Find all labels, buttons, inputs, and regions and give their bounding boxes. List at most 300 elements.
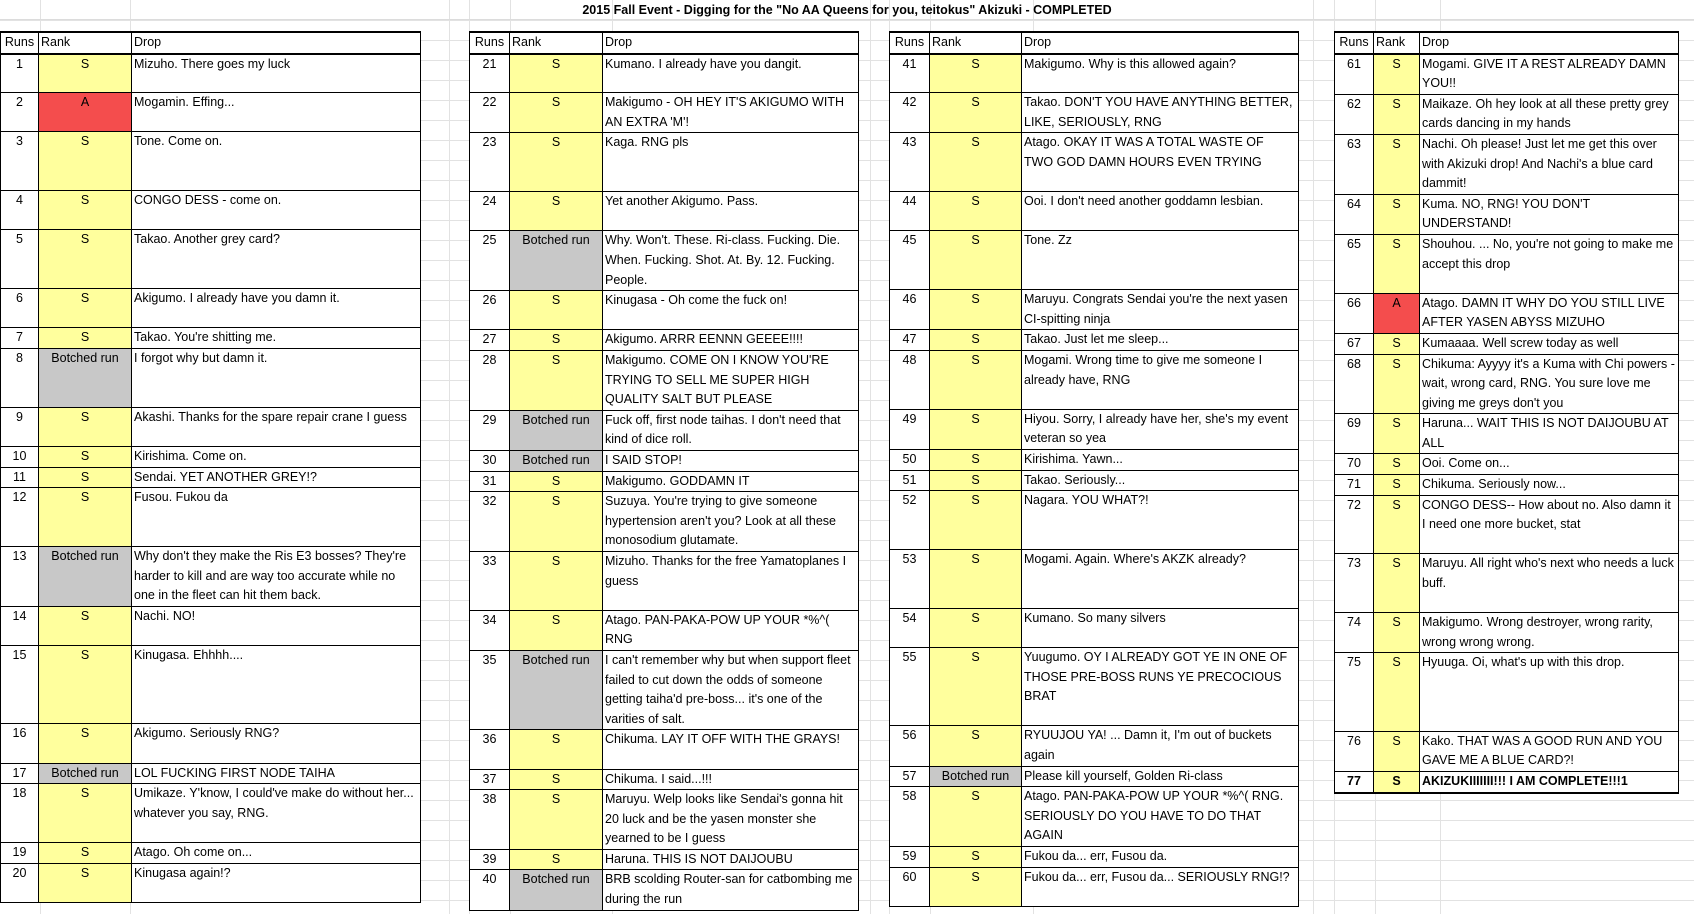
rank-cell: S	[1374, 613, 1420, 653]
run-number: 43	[890, 133, 930, 192]
rank-cell: Botched run	[39, 547, 132, 607]
drop-cell: Mogami. Again. Where's AKZK already?	[1022, 550, 1299, 609]
run-number: 69	[1335, 414, 1374, 454]
table-row	[1, 93, 421, 132]
run-number: 60	[890, 867, 930, 906]
drop-cell: Takao. You're shitting me.	[132, 328, 421, 349]
run-number: 14	[1, 606, 39, 645]
drop-cell: Atago. PAN-PAKA-POW UP YOUR *%^( RNG	[603, 610, 859, 650]
table-row	[1335, 731, 1679, 771]
run-number: 77	[1335, 772, 1374, 793]
table-row	[890, 787, 1299, 847]
table-row	[1335, 234, 1679, 293]
drop-cell: Mogami. GIVE IT A REST ALREADY DAMN YOU!!	[1420, 54, 1679, 95]
drop-cell: Atago. PAN-PAKA-POW UP YOUR *%^( RNG. SERIOUSLY DO YOU HAVE TO DO THAT AGAIN	[1022, 787, 1299, 847]
run-number: 62	[1335, 94, 1374, 134]
rank-cell: S	[1374, 54, 1420, 95]
drop-cell: Haruna. THIS IS NOT DAIJOUBU	[603, 849, 859, 870]
drop-cell: Fusou. Fukou da	[132, 488, 421, 547]
rank-cell: S	[510, 192, 603, 231]
drop-cell: Takao. DON'T YOU HAVE ANYTHING BETTER, LIKE, SERIOUSLY, RNG	[1022, 93, 1299, 133]
drop-cell: Atago. OKAY IT WAS A TOTAL WASTE OF TWO GOD DAMN HOURS EVEN TRYING	[1022, 133, 1299, 192]
drop-cell: Makigumo. Wrong destroyer, wrong rarity, wrong wrong wrong.	[1420, 613, 1679, 653]
rank-cell: S	[510, 730, 603, 769]
rank-cell: Botched run	[930, 766, 1022, 787]
run-number: 7	[1, 328, 39, 349]
drop-cell: Nachi. NO!	[132, 606, 421, 645]
header-runs: Runs	[1, 32, 39, 54]
run-number: 44	[890, 192, 930, 231]
drop-cell: Nagara. YOU WHAT?!	[1022, 491, 1299, 550]
run-table-4	[1334, 31, 1679, 794]
table-row	[890, 846, 1299, 867]
rank-cell: Botched run	[510, 450, 603, 471]
table-row	[470, 849, 859, 870]
rank-cell: S	[930, 450, 1022, 471]
table-row	[1, 230, 421, 289]
run-number: 6	[1, 289, 39, 328]
rank-cell: S	[1374, 475, 1420, 496]
rank-cell: S	[39, 54, 132, 93]
rank-cell: S	[1374, 94, 1420, 134]
drop-cell: LOL FUCKING FIRST NODE TAIHA	[132, 763, 421, 784]
drop-cell: Maruyu. Welp looks like Sendai's gonna hit 20 luck and be the yasen monster she yearned to be I guess	[603, 790, 859, 850]
drop-cell: Mogamin. Effing...	[132, 93, 421, 132]
rank-cell: S	[1374, 454, 1420, 475]
rank-cell: S	[39, 606, 132, 645]
table-row	[1, 606, 421, 645]
drop-cell: I forgot why but damn it.	[132, 349, 421, 408]
header-drop: Drop	[1420, 32, 1679, 54]
table-row	[1, 842, 421, 863]
run-number: 63	[1335, 134, 1374, 194]
rank-cell: S	[930, 787, 1022, 847]
run-number: 48	[890, 351, 930, 410]
rank-cell: S	[930, 133, 1022, 192]
rank-cell: S	[39, 447, 132, 468]
rank-cell: S	[1374, 554, 1420, 613]
run-number: 36	[470, 730, 510, 769]
run-number: 55	[890, 647, 930, 725]
table-row	[890, 608, 1299, 647]
table-row	[890, 550, 1299, 609]
drop-cell: Atago. Oh come on...	[132, 842, 421, 863]
run-number: 15	[1, 645, 39, 723]
header-rank: Rank	[930, 32, 1022, 54]
run-number: 41	[890, 54, 930, 93]
rank-cell: S	[39, 289, 132, 328]
drop-cell: Yet another Akigumo. Pass.	[603, 192, 859, 231]
rank-cell: S	[1374, 134, 1420, 194]
rank-cell: S	[1374, 414, 1420, 454]
table-row	[890, 470, 1299, 491]
table-row	[890, 351, 1299, 410]
drop-cell: Tone. Zz	[1022, 231, 1299, 290]
table-row	[470, 471, 859, 492]
sheet-title: 2015 Fall Event - Digging for the "No AA Queens for you, teitokus" Akizuki - COMPLETED	[0, 0, 1694, 20]
rank-cell: S	[510, 330, 603, 351]
rank-cell: S	[510, 769, 603, 790]
run-number: 23	[470, 133, 510, 192]
run-number: 70	[1335, 454, 1374, 475]
drop-cell: Kumaaaa. Well screw today as well	[1420, 333, 1679, 354]
run-number: 9	[1, 407, 39, 446]
rank-cell: S	[510, 790, 603, 850]
drop-cell: Mogami. Wrong time to give me someone I already have, RNG	[1022, 351, 1299, 410]
table-row	[470, 650, 859, 729]
run-number: 3	[1, 132, 39, 191]
run-number: 49	[890, 409, 930, 449]
drop-cell: Kirishima. Yawn...	[1022, 450, 1299, 471]
header-row	[1, 32, 421, 54]
rank-cell: S	[39, 467, 132, 488]
run-number: 17	[1, 763, 39, 784]
rank-cell: S	[39, 230, 132, 289]
header-runs: Runs	[470, 32, 510, 54]
table-row	[890, 330, 1299, 351]
drop-cell: Please kill yourself, Golden Ri-class	[1022, 766, 1299, 787]
drop-cell: Hiyou. Sorry, I already have her, she's my event veteran so yea	[1022, 409, 1299, 449]
table-row	[470, 450, 859, 471]
table-row	[470, 790, 859, 850]
drop-cell: Takao. Seriously...	[1022, 470, 1299, 491]
drop-cell: Why don't they make the Ris E3 bosses? They're harder to kill and are way too accurate while no one in the fleet can hit them back.	[132, 547, 421, 607]
drop-cell: Suzuya. You're trying to give someone hypertension aren't you? Look at all these monosodium glutamate.	[603, 492, 859, 552]
run-number: 10	[1, 447, 39, 468]
rank-cell: S	[510, 351, 603, 411]
run-number: 58	[890, 787, 930, 847]
table-row	[890, 231, 1299, 290]
table-row	[890, 133, 1299, 192]
drop-cell: Kuma. NO, RNG! YOU DON'T UNDERSTAND!	[1420, 194, 1679, 234]
run-number: 12	[1, 488, 39, 547]
table-row	[1335, 333, 1679, 354]
drop-cell: Fukou da... err, Fusou da... SERIOUSLY RNG!?	[1022, 867, 1299, 906]
drop-cell: Mizuho. Thanks for the free Yamatoplanes I guess	[603, 551, 859, 610]
drop-cell: Ooi. I don't need another goddamn lesbian.	[1022, 192, 1299, 231]
drop-cell: Fukou da... err, Fusou da.	[1022, 846, 1299, 867]
drop-cell: Akashi. Thanks for the spare repair crane I guess	[132, 407, 421, 446]
table-row	[470, 351, 859, 411]
run-number: 8	[1, 349, 39, 408]
run-number: 26	[470, 291, 510, 330]
rank-cell: S	[930, 54, 1022, 93]
drop-cell: Mizuho. There goes my luck	[132, 54, 421, 93]
table-row	[1, 289, 421, 328]
run-number: 66	[1335, 293, 1374, 333]
table-row	[1335, 293, 1679, 333]
table-row	[890, 93, 1299, 133]
run-number: 35	[470, 650, 510, 729]
grid-column-line	[1313, 0, 1314, 914]
drop-cell: Chikuma. I said...!!!	[603, 769, 859, 790]
run-number: 18	[1, 784, 39, 843]
header-runs: Runs	[1335, 32, 1374, 54]
table-row	[890, 726, 1299, 766]
drop-cell: Makigumo - OH HEY IT'S AKIGUMO WITH AN EXTRA 'M'!	[603, 93, 859, 133]
rank-cell: S	[930, 409, 1022, 449]
drop-cell: Kumano. So many silvers	[1022, 608, 1299, 647]
table-row	[470, 231, 859, 291]
drop-cell: I SAID STOP!	[603, 450, 859, 471]
drop-cell: Sendai. YET ANOTHER GREY!?	[132, 467, 421, 488]
run-number: 11	[1, 467, 39, 488]
table-row	[1335, 495, 1679, 554]
header-rank: Rank	[510, 32, 603, 54]
rank-cell: S	[39, 842, 132, 863]
table-row	[1, 488, 421, 547]
rank-cell: S	[930, 608, 1022, 647]
table-row	[890, 867, 1299, 906]
table-row	[470, 730, 859, 769]
run-number: 65	[1335, 234, 1374, 293]
table-row	[470, 192, 859, 231]
rank-cell: S	[510, 551, 603, 610]
run-number: 71	[1335, 475, 1374, 496]
header-drop: Drop	[132, 32, 421, 54]
drop-cell: Why. Won't. These. Ri-class. Fucking. Die. When. Fucking. Shot. At. By. 12. Fucking. People.	[603, 231, 859, 291]
rank-cell: S	[1374, 333, 1420, 354]
drop-cell: Akigumo. I already have you damn it.	[132, 289, 421, 328]
table-row	[1, 547, 421, 607]
run-number: 53	[890, 550, 930, 609]
drop-cell: Hyuuga. Oi, what's up with this drop.	[1420, 653, 1679, 731]
rank-cell: S	[39, 407, 132, 446]
run-number: 20	[1, 863, 39, 902]
rank-cell: S	[930, 192, 1022, 231]
drop-cell: Akigumo. Seriously RNG?	[132, 724, 421, 763]
rank-cell: S	[510, 54, 603, 93]
run-number: 56	[890, 726, 930, 766]
rank-cell: S	[39, 191, 132, 230]
rank-cell: S	[39, 724, 132, 763]
table-row	[470, 492, 859, 552]
table-row	[1335, 354, 1679, 414]
run-number: 51	[890, 470, 930, 491]
table-row	[1335, 414, 1679, 454]
grid-column-line	[870, 0, 871, 914]
run-number: 61	[1335, 54, 1374, 95]
drop-cell: Maruyu. Congrats Sendai you're the next yasen CI-spitting ninja	[1022, 290, 1299, 330]
run-number: 16	[1, 724, 39, 763]
rank-cell: S	[510, 610, 603, 650]
drop-cell: Kinugasa again!?	[132, 863, 421, 902]
rank-cell: S	[930, 290, 1022, 330]
rank-cell: S	[1374, 194, 1420, 234]
rank-cell: S	[510, 291, 603, 330]
table-row	[470, 133, 859, 192]
rank-cell: S	[39, 328, 132, 349]
table-row	[890, 450, 1299, 471]
rank-cell: S	[39, 488, 132, 547]
rank-cell: Botched run	[39, 349, 132, 408]
run-number: 72	[1335, 495, 1374, 554]
table-row	[1335, 454, 1679, 475]
table-row	[1, 863, 421, 902]
rank-cell: A	[39, 93, 132, 132]
drop-cell: Tone. Come on.	[132, 132, 421, 191]
rank-cell: S	[930, 93, 1022, 133]
table-row	[1335, 475, 1679, 496]
table-row	[1, 54, 421, 93]
table-row	[1335, 94, 1679, 134]
header-drop: Drop	[603, 32, 859, 54]
drop-cell: Chikuma. Seriously now...	[1420, 475, 1679, 496]
table-row	[470, 610, 859, 650]
run-number: 42	[890, 93, 930, 133]
run-number: 52	[890, 491, 930, 550]
table-row	[1, 328, 421, 349]
drop-cell: Kirishima. Come on.	[132, 447, 421, 468]
run-table-1	[0, 31, 421, 903]
run-number: 24	[470, 192, 510, 231]
header-rank: Rank	[1374, 32, 1420, 54]
table-row	[1, 724, 421, 763]
table-row	[1335, 653, 1679, 731]
rank-cell: S	[510, 471, 603, 492]
table-row	[890, 647, 1299, 725]
rank-cell: S	[1374, 354, 1420, 414]
rank-cell: S	[39, 863, 132, 902]
rank-cell: S	[930, 867, 1022, 906]
table-row	[890, 766, 1299, 787]
table-row	[470, 551, 859, 610]
run-number: 50	[890, 450, 930, 471]
drop-cell: Makigumo. GODDAMN IT	[603, 471, 859, 492]
run-number: 28	[470, 351, 510, 411]
drop-cell: Atago. DAMN IT WHY DO YOU STILL LIVE AFTER YASEN ABYSS MIZUHO	[1420, 293, 1679, 333]
run-number: 1	[1, 54, 39, 93]
rank-cell: Botched run	[510, 650, 603, 729]
drop-cell: Fuck off, first node taihas. I don't need that kind of dice roll.	[603, 410, 859, 450]
rank-cell: S	[1374, 653, 1420, 731]
run-number: 29	[470, 410, 510, 450]
rank-cell: Botched run	[510, 870, 603, 910]
table-row	[1335, 772, 1679, 793]
rank-cell: A	[1374, 293, 1420, 333]
rank-cell: Botched run	[510, 231, 603, 291]
run-number: 67	[1335, 333, 1374, 354]
table-row	[1, 407, 421, 446]
run-number: 39	[470, 849, 510, 870]
drop-cell: Haruna... WAIT THIS IS NOT DAIJOUBU AT ALL	[1420, 414, 1679, 454]
header-row	[1335, 32, 1679, 54]
rank-cell: S	[930, 330, 1022, 351]
table-row	[890, 491, 1299, 550]
drop-cell: Akigumo. ARRR EENNN GEEEE!!!!	[603, 330, 859, 351]
table-row	[470, 291, 859, 330]
table-row	[470, 93, 859, 133]
drop-cell: Maikaze. Oh hey look at all these pretty grey cards dancing in my hands	[1420, 94, 1679, 134]
rank-cell: S	[39, 645, 132, 723]
rank-cell: S	[930, 231, 1022, 290]
rank-cell: S	[510, 133, 603, 192]
table-row	[890, 409, 1299, 449]
rank-cell: S	[930, 491, 1022, 550]
run-number: 46	[890, 290, 930, 330]
run-number: 76	[1335, 731, 1374, 771]
rank-cell: S	[930, 470, 1022, 491]
drop-cell: Umikaze. Y'know, I could've make do without her... whatever you say, RNG.	[132, 784, 421, 843]
run-number: 19	[1, 842, 39, 863]
grid-row-line	[0, 20, 1694, 21]
table-row	[1335, 194, 1679, 234]
header-rank: Rank	[39, 32, 132, 54]
rank-cell: S	[930, 550, 1022, 609]
table-row	[1, 447, 421, 468]
rank-cell: S	[39, 132, 132, 191]
table-row	[1, 467, 421, 488]
rank-cell: S	[930, 846, 1022, 867]
run-number: 4	[1, 191, 39, 230]
rank-cell: S	[1374, 772, 1420, 793]
run-number: 64	[1335, 194, 1374, 234]
drop-cell: CONGO DESS - come on.	[132, 191, 421, 230]
rank-cell: S	[1374, 495, 1420, 554]
drop-cell: Kaga. RNG pls	[603, 133, 859, 192]
drop-cell: CONGO DESS-- How about no. Also damn it I need one more bucket, stat	[1420, 495, 1679, 554]
drop-cell: Chikuma. LAY IT OFF WITH THE GRAYS!	[603, 730, 859, 769]
run-number: 45	[890, 231, 930, 290]
rank-cell: S	[930, 351, 1022, 410]
table-row	[470, 330, 859, 351]
header-row	[470, 32, 859, 54]
run-number: 25	[470, 231, 510, 291]
rank-cell: S	[39, 784, 132, 843]
run-number: 75	[1335, 653, 1374, 731]
header-runs: Runs	[890, 32, 930, 54]
table-row	[1, 763, 421, 784]
table-row	[1, 191, 421, 230]
table-row	[1, 349, 421, 408]
rank-cell: S	[1374, 234, 1420, 293]
drop-cell: Kako. THAT WAS A GOOD RUN AND YOU GAVE ME A BLUE CARD?!	[1420, 731, 1679, 771]
run-number: 27	[470, 330, 510, 351]
rank-cell: S	[930, 647, 1022, 725]
drop-cell: I can't remember why but when support fleet failed to cut down the odds of someone getting taiha'd pre-boss... it's one of the varities of salt.	[603, 650, 859, 729]
drop-cell: Takao. Another grey card?	[132, 230, 421, 289]
table-row	[1, 645, 421, 723]
table-row	[470, 870, 859, 910]
drop-cell: Ooi. Come on...	[1420, 454, 1679, 475]
drop-cell: Shouhou. ... No, you're not going to make me accept this drop	[1420, 234, 1679, 293]
table-row	[1335, 54, 1679, 95]
run-number: 2	[1, 93, 39, 132]
table-row	[890, 54, 1299, 93]
drop-cell: Maruyu. All right who's next who needs a luck buff.	[1420, 554, 1679, 613]
rank-cell: S	[510, 849, 603, 870]
rank-cell: S	[930, 726, 1022, 766]
run-number: 30	[470, 450, 510, 471]
table-row	[470, 410, 859, 450]
rank-cell: S	[1374, 731, 1420, 771]
run-number: 40	[470, 870, 510, 910]
run-number: 57	[890, 766, 930, 787]
drop-cell: Chikuma: Ayyyy it's a Kuma with Chi powers - wait, wrong card, RNG. You sure love me giving me greys don't you	[1420, 354, 1679, 414]
table-row	[1, 132, 421, 191]
drop-cell: Kinugasa. Ehhhh....	[132, 645, 421, 723]
run-number: 32	[470, 492, 510, 552]
run-number: 21	[470, 54, 510, 93]
table-row	[1335, 134, 1679, 194]
grid-column-line	[449, 0, 450, 914]
run-number: 68	[1335, 354, 1374, 414]
drop-cell: RYUUJOU YA! ... Damn it, I'm out of buckets again	[1022, 726, 1299, 766]
drop-cell: Yuugumo. OY I ALREADY GOT YE IN ONE OF THOSE PRE-BOSS RUNS YE PRECOCIOUS BRAT	[1022, 647, 1299, 725]
run-number: 59	[890, 846, 930, 867]
run-number: 47	[890, 330, 930, 351]
header-row	[890, 32, 1299, 54]
